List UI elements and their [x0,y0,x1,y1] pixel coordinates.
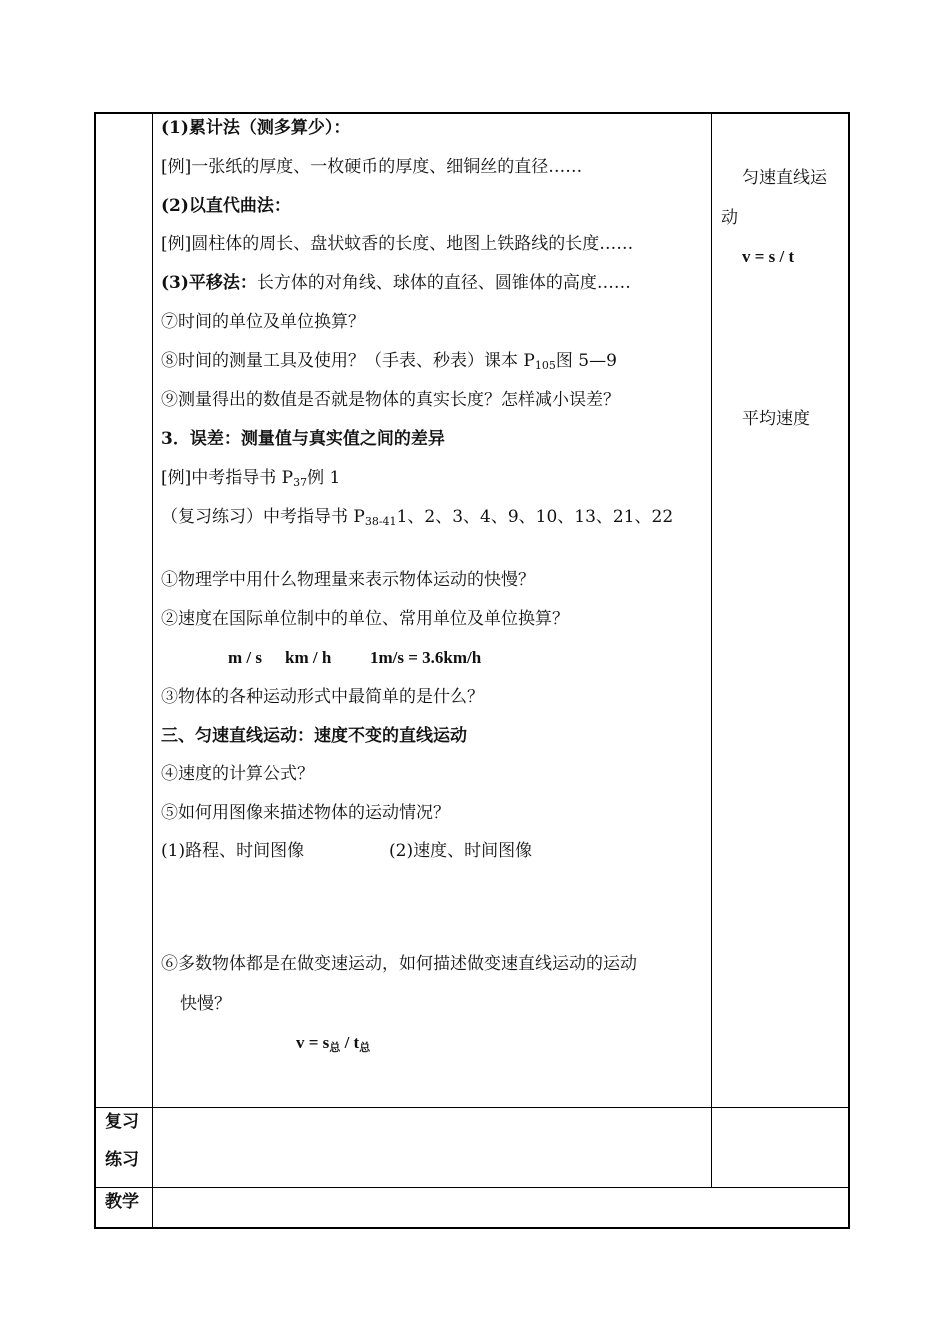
method2-title: (2)以直代曲法： [161,196,291,216]
col-divider-left [152,113,153,1228]
row-divider-2 [95,1187,849,1188]
page-subscript: 105 [534,359,556,372]
row-divider-1 [95,1107,849,1108]
question-8 [161,351,617,376]
question-9: ⑨测量得出的数值是否就是物体的真实长度？怎样减小误差？ [161,390,620,410]
method3-text: 长方体的对角线、球体的直径、圆锥体的高度…… [256,273,631,293]
example-1-text: [例]中考指导书 P [161,468,294,488]
average-speed-formula [296,1033,370,1058]
example-1 [161,468,340,493]
question-2: ②速度在国际单位制中的单位、常用单位及单位换算？ [161,609,569,629]
example-1-number: 例 1 [307,468,341,488]
method1-example: [例]一张纸的厚度、一枚硬币的厚度、细铜丝的直径…… [161,157,583,177]
question-3: ③物体的各种运动形式中最简单的是什么？ [161,687,484,707]
method1-title: (1)累计法（测多算少）： [161,118,351,138]
col-divider-right [711,113,712,1188]
method3-line [161,273,631,293]
graph-distance-time: (1)路程、时间图像 [161,841,305,861]
page-subscript: 38-41 [364,515,397,528]
error-heading: 3．误差：测量值与真实值之间的差异 [161,429,445,449]
method3-title: (3)平移法： [161,273,257,293]
review-label-line-2: 练习 [105,1150,139,1170]
question-6-line-1: ⑥多数物体都是在做变速运动，如何描述做变速直线运动的运动 [161,954,637,974]
review-practice-text: （复习练习）中考指导书 P [161,507,365,527]
question-1: ①物理学中用什么物理量来表示物体运动的快慢？ [161,570,535,590]
page-subscript: 37 [293,476,308,489]
question-8-text: ⑧时间的测量工具及使用？（手表、秒表）课本 P [161,351,535,371]
method2-example: [例]圆柱体的周长、盘状蚊香的长度、地图上铁路线的长度…… [161,234,634,254]
formula-subscript: 总 [329,1042,341,1054]
question-6-line-2: 快慢？ [180,994,231,1014]
unit-conversion: 1m/s = 3.6km/h [370,648,482,667]
unit-kmh: km / h [285,648,332,667]
review-practice [161,507,673,532]
formula-part: v = s [296,1033,330,1052]
speed-formula: v = s / t [742,247,795,266]
review-practice-items: 1、2、3、4、9、10、13、21、22 [396,507,674,527]
teaching-label: 教学 [105,1192,139,1212]
unit-ms: m / s [228,648,262,667]
review-label-line-1: 复习 [105,1112,139,1132]
formula-part: / t [340,1033,360,1052]
question-4: ④速度的计算公式？ [161,764,314,784]
uniform-motion-line-1: 匀速直线运 [742,168,827,188]
question-7: ⑦时间的单位及单位换算？ [161,312,365,332]
section-3-heading: 三、匀速直线运动：速度不变的直线运动 [161,726,467,746]
graph-speed-time: (2)速度、时间图像 [389,841,533,861]
question-8-figure: 图 5—9 [555,351,617,371]
question-5: ⑤如何用图像来描述物体的运动情况？ [161,803,450,823]
formula-subscript: 总 [359,1042,371,1054]
uniform-motion-line-2: 动 [721,208,738,228]
average-speed-label: 平均速度 [742,409,810,429]
